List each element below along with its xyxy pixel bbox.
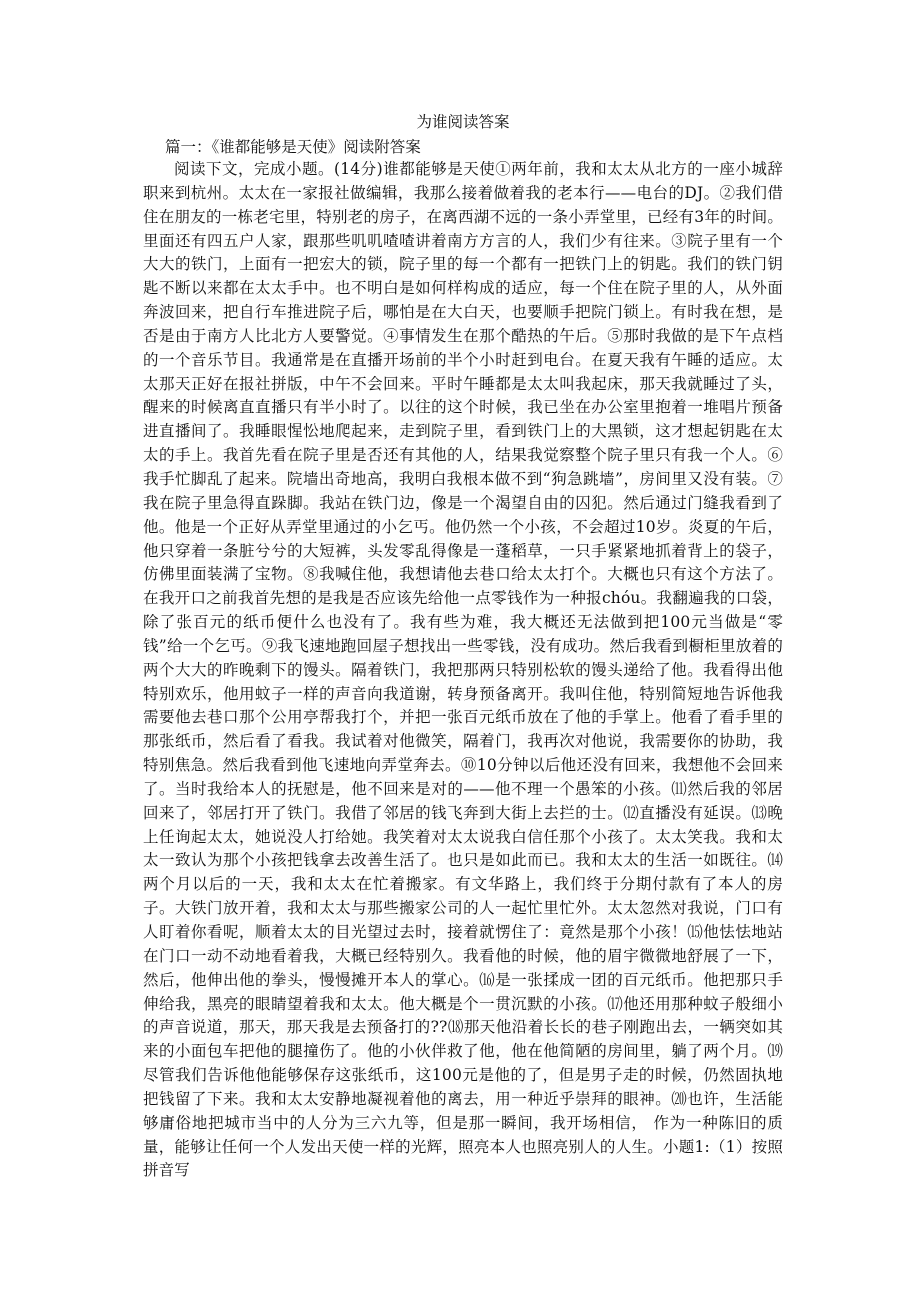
article-body: 阅读下文，完成小题。(14分)谁都能够是天使①两年前，我和太太从北方的一座小城辞职来到杭州。太太在一家报社做编辑，我那么接着做着我的老本行——电台的DJ。②我们借住在朋友的一栋老宅里，特别老的房子，在离西湖不远的一条小弄堂里，已经有3年的时间。里面还有四五户人家，跟那些叽叽喳喳讲着南方方言的人，我们少有往来。③院子里有一个大大的铁门，上面有一把宏大的锁，院子里的每一个都有一把铁门上的钥匙。我们的铁门钥匙不断以来都在太太手中。也不明白是如何样构成的适应，每一个住在院子里的人，从外面奔波回来，把自行车推进院子后，哪怕是在大白天，也要顺手把院门锁上。有时我在想，是否是由于南方人比北方人要警觉。④事情发生在那个酷热的午后。⑤那时我做的是下午点档的一个音乐节目。我通常是在直播开场前的半个小时赶到电台。在夏天我有午睡的适应。太太那天正好在报社拼版，中午不会回来。平时午睡都是太太叫我起床，那天我就睡过了头，醒来的时候离直直播只有半小时了。以往的这个时候，我已坐在办公室里抱着一堆唱片预备进直播间了。我睡眼惺忪地爬起来，走到院子里，看到铁门上的大黑锁，这才想起钥匙在太太的手上。我首先看在院子里是否还有其他的人，结果我觉察整个院子里只有我一个人。⑥我手忙脚乱了起来。院墙出奇地高，我明白我根本做不到“狗急跳墙”，房间里又没有装。⑦我在院子里急得直跺脚。我站在铁门边，像是一个渴望自由的囚犯。然后通过门缝我看到了他。他是一个正好从弄堂里通过的小乞丐。他仍然一个小孩，不会超过10岁。炎夏的午后，他只穿着一条脏兮兮的大短裤，头发零乱得像是一蓬稻草，一只手紧紧地抓着背上的袋子，仿佛里面装满了宝物。⑧我喊住他，我想请他去巷口给太太打个。大概也只有这个方法了。在我开口之前我首先想的是我是否应该先给他一点零钱作为一种报chóu。我翻遍我的口袋，除了张百元的纸币便什么也没有了。我有些为难，我大概还无法做到把100元当做是“零钱”给一个乞丐。⑨我飞速地跑回屋子想找出一些零钱，没有成功。然后我看到橱柜里放着的两个大大的昨晚剩下的馒头。隔着铁门，我把那两只特别松软的馒头递给了他。我看得出他特别欢乐，他用蚊子一样的声音向我道谢，转身预备离开。我叫住他，特别简短地告诉他我需要他去巷口那个公用亭帮我打个，并把一张百元纸币放在了他的手掌上。他看了看手里的那张纸币，然后看了看我。我试着对他微笑，隔着门，我再次对他说，我需要你的协助，我特别焦急。然后我看到他飞速地向弄堂奔去。⑩10分钟以后他还没有回来，我想他不会回来了。当时我给本人的抚慰是，他不回来是对的——他不理一个愚笨的小孩。⑾然后我的邻居回来了，邻居打开了铁门。我借了邻居的钱飞奔到大街上去拦的士。⑿直播没有延误。⒀晚上任询起太太，她说没人打给她。我笑着对太太说我白信任那个小孩了。太太笑我。我和太太一致认为那个小孩把钱拿去改善生活了。也只是如此而已。我和太太的生活一如既往。⒁两个月以后的一天，我和太太在忙着搬家。有文华路上，我们终于分期付款有了本人的房子。大铁门放开着，我和太太与那些搬家公司的人一起忙里忙外。太太忽然对我说，门口有人盯着你看呢，顺着太太的目光望过去时，接着就愣住了：竟然是那个小孩！⒂他怯怯地站在门口一动不动地看着我，大概已经特别久。我看他的时候，他的眉宇微微地舒展了一下，然后，他伸出他的拳头，慢慢摊开本人的掌心。⒃是一张揉成一团的百元纸币。他把那只手伸给我，黑亮的眼睛望着我和太太。他大概是个一贯沉默的小孩。⒄他还用那种蚊子般细小的声音说道，那天，那天我是去预备打的??⒅那天他沿着长长的巷子刚跑出去，一辆突如其来的小面包车把他的腿撞伤了。他的小伙伴救了他，他在他简陋的房间里，躺了两个月。⒆尽管我们告诉他他能够保存这张纸币，这100元是他的了，但是男子走的时候，仍然固执地把钱留了下来。我和太太安静地凝视着他的离去，用一种近乎崇拜的眼神。⒇也许，生活能够庸俗地把城市当中的人分为三六九等，但是那一瞬间，我开场相信， 作为一种陈旧的质量，能够让任何一个人发出天使一样的光辉，照亮本人也照亮别人的人生。小题1:（1）按照拼音写 [143,160,783,1180]
section-title: 篇一：《谁都能够是天使》阅读附答案 [165,138,421,156]
document-page [143,112,783,1183]
document-title: 为谁阅读答案 [416,113,510,131]
